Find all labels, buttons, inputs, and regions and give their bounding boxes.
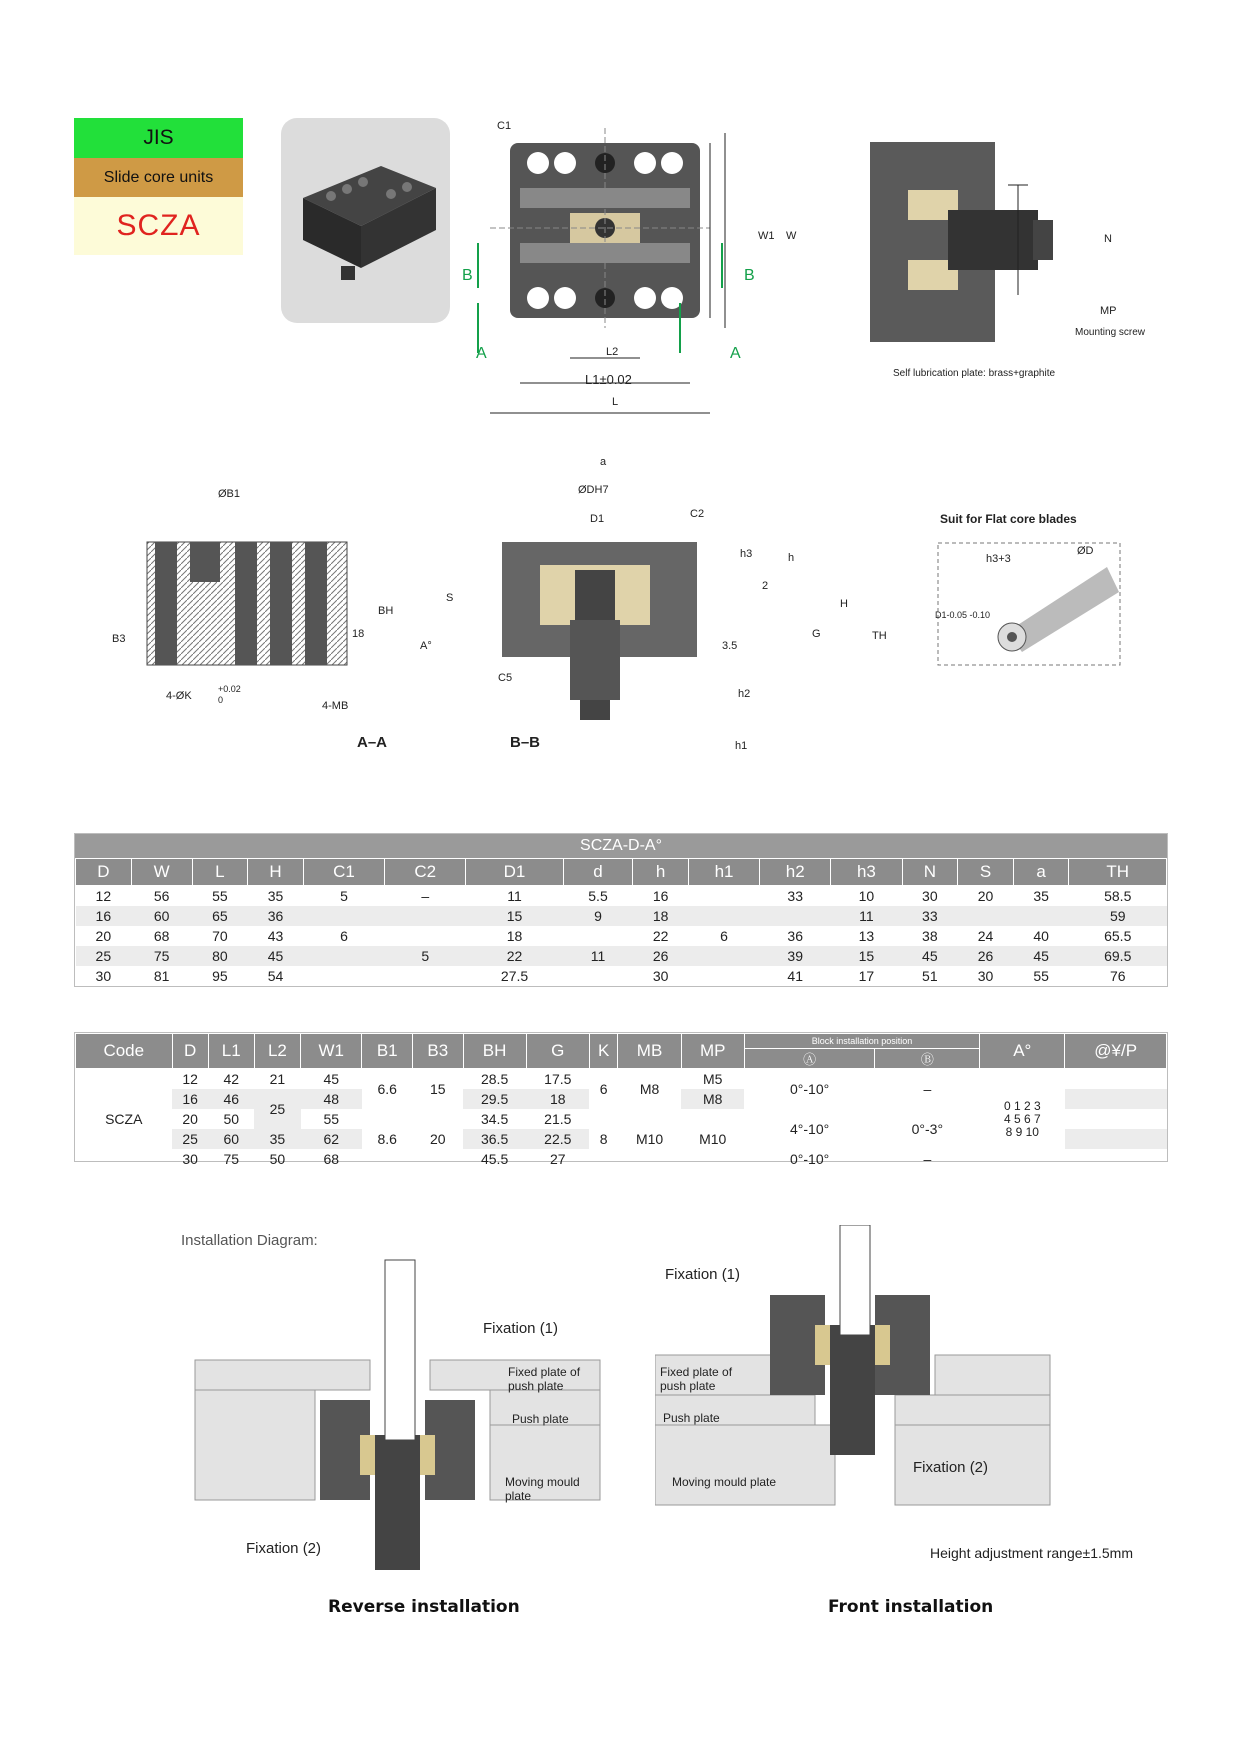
reverse-fixation-1: Fixation (1) xyxy=(483,1320,559,1337)
dim-l2: L2 xyxy=(606,346,619,358)
dim-w1: W1 xyxy=(758,230,775,242)
spec-table-2-body xyxy=(76,1069,1167,1170)
header-d: D xyxy=(76,859,132,886)
height-adjustment-label: Height adjustment range±1.5mm xyxy=(930,1545,1134,1561)
table-cell: 41 xyxy=(787,968,803,984)
product-badge xyxy=(74,118,243,255)
header-l: L xyxy=(192,859,248,886)
table-cell: 16 xyxy=(172,1089,208,1109)
header-b3: B3 xyxy=(413,1034,464,1069)
table-cell: 25 xyxy=(76,946,132,966)
table-cell xyxy=(1065,1109,1167,1129)
dim-a-angle: A° xyxy=(420,640,432,652)
table-cell: 29.5 xyxy=(463,1089,526,1109)
table-cell: 27.5 xyxy=(500,968,529,984)
table-cell: M8 xyxy=(639,1081,660,1097)
table-cell: 27 xyxy=(550,1151,566,1167)
table-cell: 21.5 xyxy=(544,1111,572,1127)
table-cell: 12 xyxy=(182,1071,198,1087)
subheader-b: Ⓑ xyxy=(875,1049,980,1069)
header-bh: BH xyxy=(463,1034,526,1069)
dim-k: 4-ØK xyxy=(166,690,192,702)
table-cell: 70 xyxy=(212,928,228,944)
table-cell: 60 xyxy=(131,906,192,926)
header-d: D xyxy=(172,1034,208,1069)
table-cell: 33 xyxy=(787,888,803,904)
flat-blade-title: Suit for Flat core blades xyxy=(940,512,1077,526)
dim-g: G xyxy=(812,628,821,640)
table-cell: 45 xyxy=(323,1071,340,1087)
dim-l1: L1±0.02 xyxy=(585,372,632,387)
table-cell: 17.5 xyxy=(544,1071,572,1087)
standard-label: JIS xyxy=(74,118,243,158)
section-mark-b-left: B xyxy=(462,267,473,284)
install-title: Installation Diagram: xyxy=(181,1232,318,1249)
table-cell: 11 xyxy=(507,888,522,904)
table-cell: 45 xyxy=(248,946,304,966)
table-cell: 13 xyxy=(858,928,875,944)
table-cell: 45 xyxy=(902,946,958,966)
table-cell: 36 xyxy=(248,906,304,926)
dim-s: S xyxy=(446,592,454,604)
table-cell: 11 xyxy=(831,906,902,926)
table-cell: 80 xyxy=(192,946,248,966)
table-cell: 69.5 xyxy=(1069,946,1167,966)
table-cell: 5 xyxy=(340,888,348,904)
spec-table-2-grid xyxy=(75,1033,1167,1169)
table-cell: 6 xyxy=(720,928,728,944)
table-cell: 43 xyxy=(267,928,284,944)
table-cell: 15 xyxy=(831,946,902,966)
table-cell: 10 xyxy=(858,888,875,904)
table-cell: 24 xyxy=(977,928,994,944)
table-cell: 55 xyxy=(1033,968,1049,984)
dim-w: W xyxy=(786,230,797,242)
dim-dh7: ØDH7 xyxy=(578,484,609,496)
table-cell: 5 xyxy=(385,946,466,966)
table-cell: 30 xyxy=(182,1151,198,1167)
header-c2: C2 xyxy=(385,859,466,886)
table-cell xyxy=(1065,1149,1167,1169)
table-cell: 50 xyxy=(223,1111,240,1127)
table-cell: – xyxy=(923,1081,932,1097)
front-fixation-2: Fixation (2) xyxy=(913,1459,989,1476)
section-aa-drawing xyxy=(145,540,365,670)
spec-table-1-title: SCZA-D-A° xyxy=(75,834,1167,858)
table-cell: 62 xyxy=(301,1129,362,1149)
dim-d1-tol: D1-0.05 -0.10 xyxy=(935,610,991,620)
table-cell xyxy=(1065,1129,1167,1149)
header-th: TH xyxy=(1069,859,1167,886)
table-cell: 17 xyxy=(858,968,875,984)
header-l1: L1 xyxy=(208,1034,254,1069)
section-bb-drawing xyxy=(500,540,700,740)
table-cell xyxy=(563,966,633,986)
table-cell: 25 xyxy=(172,1129,208,1149)
table-cell: 38 xyxy=(922,928,938,944)
table-cell: SCZA xyxy=(105,1111,143,1127)
dim-k-tol-lower: 0 xyxy=(218,695,224,705)
dim-mp: MP xyxy=(1100,305,1117,317)
table-cell: M8 xyxy=(681,1089,744,1109)
dim-a: a xyxy=(600,456,607,468)
section-bb-title: B–B xyxy=(510,734,541,751)
header-g: G xyxy=(526,1034,589,1069)
section-mark-a-left: A xyxy=(476,345,487,362)
table-cell: M10 xyxy=(699,1131,727,1147)
table-cell: 8.6 xyxy=(377,1131,397,1147)
dim-h: h xyxy=(788,552,795,564)
dim-l: L xyxy=(612,396,619,408)
dim-b3: B3 xyxy=(112,633,126,645)
header-k: K xyxy=(589,1034,618,1069)
table-cell: 95 xyxy=(212,968,228,984)
front-plate-fixed: Fixed plate of push plate xyxy=(660,1365,733,1393)
table-cell: 16 xyxy=(652,888,669,904)
table-cell: 75 xyxy=(223,1151,240,1167)
table-cell xyxy=(958,906,1014,926)
header-mp: MP xyxy=(681,1034,744,1069)
dim-n: N xyxy=(1104,233,1112,245)
table-header-row xyxy=(76,1034,1167,1049)
table-cell: 0°-3° xyxy=(911,1121,944,1137)
product-code: SCZA xyxy=(74,197,243,255)
header-d-small: d xyxy=(563,859,633,886)
table-cell xyxy=(385,966,466,986)
category-label: Slide core units xyxy=(74,158,243,197)
front-plate-moving: Moving mould plate xyxy=(672,1475,777,1489)
table-cell xyxy=(303,906,384,926)
table-cell: 15 xyxy=(466,906,563,926)
table-cell: 30 xyxy=(95,968,112,984)
section-mark-b-right: B xyxy=(744,267,755,284)
table-cell xyxy=(1065,1069,1167,1090)
table-cell: 55 xyxy=(323,1111,340,1127)
table-cell: 51 xyxy=(922,968,938,984)
table-cell: 35 xyxy=(1033,888,1049,904)
table-cell: 46 xyxy=(208,1089,254,1109)
table-cell xyxy=(688,966,759,986)
table-cell: 54 xyxy=(267,968,284,984)
table-cell xyxy=(760,906,831,926)
header-code: Code xyxy=(76,1034,173,1069)
table-cell: 6 xyxy=(599,1081,608,1097)
dim-d1: D1 xyxy=(590,513,605,525)
dim-18: 18 xyxy=(352,628,365,640)
dim-c5: C5 xyxy=(498,672,513,684)
table-cell: 26 xyxy=(958,946,1014,966)
table-cell: 45.5 xyxy=(480,1151,509,1167)
header-w: W xyxy=(131,859,192,886)
table-cell xyxy=(688,886,759,907)
table-row xyxy=(76,926,1167,946)
dim-c2: C2 xyxy=(690,508,705,520)
table-cell: 11 xyxy=(563,946,633,966)
dim-h-upper: H xyxy=(840,598,848,610)
table-cell: 36 xyxy=(787,928,803,944)
table-cell: 25 xyxy=(254,1089,300,1129)
table-cell xyxy=(385,906,466,926)
table-cell: 33 xyxy=(902,906,958,926)
dim-h3: h3 xyxy=(740,548,753,560)
dim-k-tol-upper: +0.02 xyxy=(218,684,241,694)
table-cell: 22 xyxy=(652,928,669,944)
table-cell: – xyxy=(923,1151,932,1167)
dim-h3-3: h3+3 xyxy=(986,553,1011,565)
dim-2: 2 xyxy=(762,580,769,592)
table-cell: – xyxy=(421,888,430,904)
table-cell: M5 xyxy=(702,1071,723,1087)
table-cell: 22.5 xyxy=(526,1129,589,1149)
table-cell xyxy=(563,926,633,946)
header-c1: C1 xyxy=(303,859,384,886)
table-cell: M10 xyxy=(635,1131,664,1147)
front-plate-push: Push plate xyxy=(663,1411,720,1425)
table-cell: 68 xyxy=(153,928,170,944)
header-h1: h1 xyxy=(688,859,759,886)
table-cell xyxy=(1065,1089,1167,1109)
table-row xyxy=(76,886,1167,907)
table-cell: 30 xyxy=(652,968,669,984)
table-cell xyxy=(303,966,384,986)
table-cell: 5.5 xyxy=(588,888,608,904)
table-cell: 65.5 xyxy=(1104,928,1132,944)
table-cell: 55 xyxy=(212,888,228,904)
table-cell: 50 xyxy=(269,1151,286,1167)
table-cell: 28.5 xyxy=(480,1071,509,1087)
table-cell: 4°-10° xyxy=(789,1121,830,1137)
dim-3-5: 3.5 xyxy=(722,640,738,652)
table-cell: 18 xyxy=(506,928,523,944)
table-cell xyxy=(303,946,384,966)
dim-h1: h1 xyxy=(735,740,748,752)
mounting-screw-label: Mounting screw xyxy=(1075,327,1146,338)
table-row xyxy=(76,946,1167,966)
table-cell: 81 xyxy=(153,968,170,984)
reverse-plate-fixed: Fixed plate of push plate xyxy=(508,1365,581,1393)
reverse-plate-moving: Moving mould plate xyxy=(505,1475,580,1503)
table-cell: 39 xyxy=(760,946,831,966)
table-cell: 26 xyxy=(633,946,689,966)
table-cell: 59 xyxy=(1069,906,1167,926)
table-cell: 42 xyxy=(223,1071,240,1087)
dim-bh: BH xyxy=(378,605,394,617)
table-cell: 6.6 xyxy=(377,1081,397,1097)
header-l2: L2 xyxy=(254,1034,300,1069)
table-cell xyxy=(1013,906,1069,926)
table-cell: 8 xyxy=(599,1131,608,1147)
table-row xyxy=(76,906,1167,926)
table-cell: 76 xyxy=(1109,968,1126,984)
dim-od: ØD xyxy=(1077,545,1094,557)
reverse-installation-caption: Reverse installation xyxy=(328,1597,520,1617)
flat-blade-drawing xyxy=(937,542,1122,667)
self-lubrication-label: Self lubrication plate: brass+graphite xyxy=(893,368,1056,379)
table-cell: 75 xyxy=(131,946,192,966)
table-cell: 22 xyxy=(466,946,563,966)
spec-table-2 xyxy=(74,1032,1168,1167)
table-cell xyxy=(688,906,759,926)
table-cell: 21 xyxy=(269,1071,286,1087)
table-cell: 15 xyxy=(429,1081,446,1097)
header-s: S xyxy=(958,859,1014,886)
header-b1: B1 xyxy=(362,1034,413,1069)
spec-table-1-grid xyxy=(75,858,1167,986)
front-installation-caption: Front installation xyxy=(828,1597,994,1617)
table-cell: 20 xyxy=(95,928,112,944)
table-cell: 68 xyxy=(323,1151,340,1167)
header-h2: h2 xyxy=(760,859,831,886)
table-cell: 18 xyxy=(633,906,689,926)
table-cell: 56 xyxy=(153,888,170,904)
dim-b1: ØB1 xyxy=(218,488,241,500)
table-cell: 0°-10° xyxy=(789,1151,830,1167)
spec-table-1-body xyxy=(76,886,1167,987)
table-cell: 40 xyxy=(1033,928,1049,944)
dim-c1: C1 xyxy=(497,120,512,132)
header-a: a xyxy=(1013,859,1069,886)
header-a-angle: A° xyxy=(980,1034,1065,1069)
table-row xyxy=(76,966,1167,986)
table-cell: 12 xyxy=(95,888,112,904)
header-d1: D1 xyxy=(466,859,563,886)
header-h3: h3 xyxy=(831,859,902,886)
table-cell: 20 xyxy=(182,1111,198,1127)
table-cell: 30 xyxy=(977,968,994,984)
table-cell: 58.5 xyxy=(1104,888,1132,904)
table-cell: 30 xyxy=(922,888,938,904)
table-cell: 6 xyxy=(340,928,348,944)
table-cell: 0°-10° xyxy=(789,1081,830,1097)
dim-h2: h2 xyxy=(738,688,751,700)
table-cell: 35 xyxy=(267,888,284,904)
table-cell: 9 xyxy=(563,906,633,926)
table-row xyxy=(76,1069,1167,1090)
table-header-row xyxy=(76,859,1167,886)
front-fixation-1: Fixation (1) xyxy=(665,1266,741,1283)
table-cell: 20 xyxy=(429,1131,446,1147)
table-cell: 16 xyxy=(76,906,132,926)
header-n: N xyxy=(902,859,958,886)
table-cell: 65 xyxy=(192,906,248,926)
table-cell: 48 xyxy=(301,1089,362,1109)
dim-mb: 4-MB xyxy=(322,700,349,712)
spec-table-1 xyxy=(74,833,1168,987)
table-cell xyxy=(688,946,759,966)
reverse-plate-push: Push plate xyxy=(512,1412,569,1426)
table-cell: 0 1 2 3 4 5 6 7 8 9 10 xyxy=(1003,1098,1041,1139)
table-cell: 60 xyxy=(208,1129,254,1149)
side-view-drawing xyxy=(868,140,1128,350)
subheader-a: Ⓐ xyxy=(744,1049,875,1069)
table-cell: 18 xyxy=(526,1089,589,1109)
product-photo xyxy=(281,118,450,323)
table-cell: 45 xyxy=(1013,946,1069,966)
reverse-fixation-2: Fixation (2) xyxy=(246,1540,322,1557)
header-h-small: h xyxy=(633,859,689,886)
header-mb: MB xyxy=(618,1034,681,1069)
table-cell: 20 xyxy=(977,888,994,904)
section-mark-a-right: A xyxy=(730,345,741,362)
header-block-position: Block installation position xyxy=(744,1034,979,1049)
table-cell xyxy=(385,926,466,946)
header-h: H xyxy=(248,859,304,886)
table-cell: 35 xyxy=(254,1129,300,1149)
section-aa-title: A–A xyxy=(357,734,388,751)
table-cell: 36.5 xyxy=(463,1129,526,1149)
header-w1: W1 xyxy=(301,1034,362,1069)
table-cell: 34.5 xyxy=(480,1111,509,1127)
dim-th: TH xyxy=(872,630,887,642)
header-price: @¥/P xyxy=(1065,1034,1167,1069)
